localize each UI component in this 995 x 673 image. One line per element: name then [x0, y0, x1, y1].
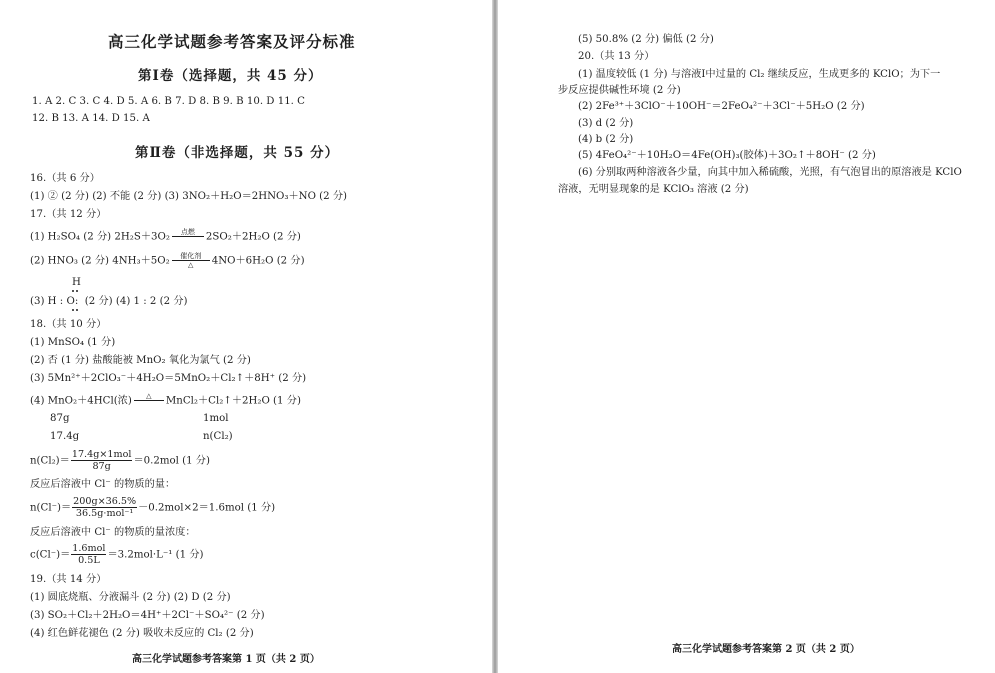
q17-answer-3: (3) H : O: (2 分) (4) 1 : 2 (2 分) [30, 296, 188, 307]
q20-answer-4: (4) b (2 分) [578, 134, 634, 145]
answer-page-2 [498, 0, 995, 673]
answer-page-1 [0, 0, 492, 673]
section-1-heading: 第Ⅰ卷（选择题，共 45 分） [138, 68, 323, 84]
q20-heading: 20.（共 13 分） [578, 51, 655, 62]
lewis-hydrogen-top: H [72, 277, 81, 288]
q20-answer-6-line-2: 溶液，无明显现象的是 KClO₃ 溶液 (2 分) [558, 184, 749, 195]
stoich-n-cl2: n(Cl₂) [203, 431, 233, 442]
q19-answer-5: (5) 50.8% (2 分) 偏低 (2 分) [578, 34, 714, 45]
q19-answer-1-2: (1) 圆底烧瓶、分液漏斗 (2 分) (2) D (2 分) [30, 592, 231, 603]
q17-answer-2: (2) HNO₃ (2 分) 4NH₃＋5O₂ 催化剂 △ 4NO＋6H₂O (2 分) [30, 252, 305, 269]
q16-heading: 16.（共 6 分） [30, 173, 100, 184]
q20-answer-2: (2) 2Fe³⁺＋3ClO⁻＋10OH⁻＝2FeO₄²⁻＋3Cl⁻＋5H₂O (2 分) [578, 101, 865, 112]
q20-answer-3: (3) d (2 分) [578, 118, 634, 129]
text-chloride-amount: 反应后溶液中 Cl⁻ 的物质的量： [30, 479, 176, 490]
calc-n-cl-minus: n(Cl⁻)＝ $\frac{200g\times 36.5\%}{\text{36.5g·mol⁻¹}}$ －0.2mol×2＝1.6mol (1 分) [30, 496, 276, 519]
q17-answer-1: (1) H₂SO₄ (2 分) 2H₂S＋3O₂ 点燃 2SO₂＋2H₂O (2 分) [30, 228, 301, 243]
q18-answer-4: (4) MnO₂＋4HCl(浓) △ MnCl₂＋Cl₂↑＋2H₂O (1 分) [30, 392, 301, 407]
mc-answers-line-2: 12. B 13. A 14. D 15. A [32, 113, 150, 124]
q20-answer-1-line-2: 步反应提供碱性环境 (2 分) [558, 85, 681, 96]
lone-pair-dot [72, 290, 74, 292]
q17-heading: 17.（共 12 分） [30, 209, 107, 220]
q18-answer-3: (3) 5Mn²⁺＋2ClO₃⁻＋4H₂O＝5MnO₂＋Cl₂↑＋8H⁺ (2 分) [30, 373, 307, 384]
q18-answer-1: (1) MnSO₄ (1 分) [30, 337, 116, 348]
section-2-heading: 第Ⅱ卷（非选择题，共 55 分） [135, 145, 340, 161]
q20-answer-6-line-1: (6) 分别取两种溶液各少量，向其中加入稀硫酸，光照，有气泡冒出的原溶液是 KClO [578, 167, 962, 178]
q19-heading: 19.（共 14 分） [30, 574, 107, 585]
q18-answer-2: (2) 否 (1 分) 盐酸能被 MnO₂ 氧化为氯气 (2 分) [30, 355, 251, 366]
text-chloride-concentration: 反应后溶液中 Cl⁻ 的物质的量浓度： [30, 527, 196, 538]
q20-answer-1-line-1: (1) 温度较低 (1 分) 与溶液Ⅰ中过量的 Cl₂ 继续反应，生成更多的 KClO；为下一 [578, 69, 941, 80]
mc-answers-line-1: 1. A 2. C 3. C 4. D 5. A 6. B 7. D 8. B 9. B 10. D 11. C [32, 96, 305, 107]
stoich-1mol: 1mol [203, 413, 229, 424]
page-title: 高三化学试题参考答案及评分标准 [108, 32, 356, 51]
q20-answer-5: (5) 4FeO₄²⁻＋10H₂O＝4Fe(OH)₃(胶体)＋3O₂↑＋8OH⁻ (2 分) [578, 150, 876, 161]
page-footer: 高三化学试题参考答案第 1 页（共 2 页） [132, 654, 320, 665]
stoich-87g: 87g [50, 413, 70, 424]
stoich-17-4g: 17.4g [50, 431, 80, 442]
q18-heading: 18.（共 10 分） [30, 319, 107, 330]
calc-n-cl2: n(Cl₂)＝ $\frac{\text{17.4g×1mol}}{87g}$ ＝0.2mol (1 分) [30, 449, 210, 472]
q19-answer-4: (4) 红色鲜花褪色 (2 分) 吸收未反应的 Cl₂ (2 分) [30, 628, 254, 639]
q19-answer-3: (3) SO₂＋Cl₂＋2H₂O＝4H⁺＋2Cl⁻＋SO₄²⁻ (2 分) [30, 610, 265, 621]
calc-c-cl-minus: c(Cl⁻)＝ $\frac{\text{1.6mol}}{0.5L}$ ＝3.2mol·L⁻¹ (1 分) [30, 543, 204, 566]
lone-pair-dot [72, 309, 74, 311]
page-footer: 高三化学试题参考答案第 2 页（共 2 页） [672, 644, 860, 655]
lone-pair-dot [76, 309, 78, 311]
q16-answer: (1) ② (2 分) (2) 不能 (2 分) (3) 3NO₂＋H₂O＝2HNO₃＋NO (2 分) [30, 191, 348, 202]
lone-pair-dot [76, 290, 78, 292]
